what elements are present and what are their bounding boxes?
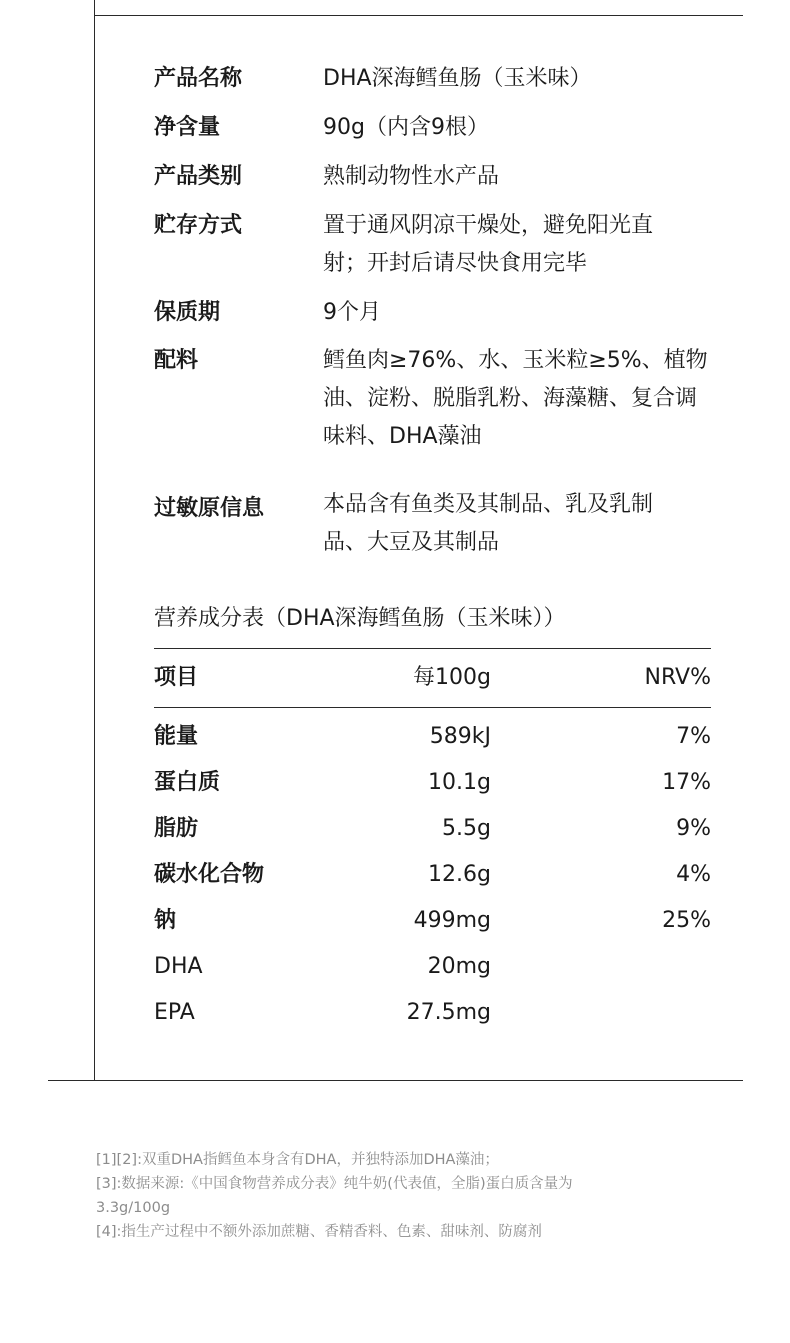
- nutrient-value: 27.5mg: [406, 1000, 491, 1025]
- spec-value: 鳕鱼肉≥76%、水、玉米粒≥5%、植物油、淀粉、脱脂乳粉、海藻糖、复合调味料、DHA藻油: [323, 348, 708, 449]
- nutrient-name: 碳水化合物: [154, 862, 265, 887]
- nutrient-name: 钠: [154, 908, 177, 933]
- nutrient-nrv: 25%: [662, 908, 711, 933]
- nutrient-nrv: 7%: [676, 724, 711, 749]
- spec-label: 过敏原信息: [154, 496, 265, 521]
- nutrient-value: 20mg: [427, 954, 491, 979]
- footnote: [4]:指生产过程中不额外添加蔗糖、香精香料、色素、甜味剂、防腐剂: [96, 1224, 542, 1240]
- header-per100g: 每100g: [413, 665, 491, 690]
- nutrient-name: EPA: [154, 1000, 195, 1025]
- footnotes: [96, 1148, 616, 1244]
- nutrient-name: DHA: [154, 954, 203, 979]
- nutrient-name: 蛋白质: [154, 770, 221, 795]
- spec-value: 熟制动物性水产品: [323, 164, 500, 189]
- nutrient-name: 脂肪: [154, 816, 199, 841]
- header-nrv: NRV%: [644, 665, 711, 690]
- nutrition-title: 营养成分表（DHA深海鳕鱼肠（玉米味））: [154, 606, 566, 631]
- spec-label: 贮存方式: [154, 213, 243, 238]
- nutrient-name: 能量: [154, 724, 199, 749]
- nutrient-value: 5.5g: [442, 816, 491, 841]
- spec-label: 保质期: [154, 300, 221, 325]
- spec-value: 9个月: [323, 300, 381, 325]
- nutrient-nrv: 17%: [662, 770, 711, 795]
- nutrition-header-row: [154, 648, 711, 708]
- footnote: [1][2]:双重DHA指鳕鱼本身含有DHA，并独特添加DHA藻油；: [96, 1152, 499, 1168]
- spec-value: DHA深海鳕鱼肠（玉米味）: [323, 66, 592, 91]
- spec-value: 本品含有鱼类及其制品、乳及乳制品、大豆及其制品: [323, 492, 654, 555]
- spec-label: 净含量: [154, 115, 221, 140]
- spec-label: 产品名称: [154, 66, 243, 91]
- nutrient-value: 589kJ: [429, 724, 491, 749]
- nutrient-nrv: 4%: [676, 862, 711, 887]
- left-border-line: [94, 0, 95, 1081]
- spec-value: 90g（内含9根）: [323, 115, 489, 140]
- spec-label: 配料: [154, 348, 199, 373]
- spec-label: 产品类别: [154, 164, 243, 189]
- spec-value: 置于通风阴凉干燥处，避免阳光直射；开封后请尽快食用完毕: [323, 213, 654, 276]
- header-item: 项目: [154, 665, 199, 690]
- nutrient-value: 10.1g: [428, 770, 491, 795]
- nutrient-value: 12.6g: [428, 862, 491, 887]
- nutrient-value: 499mg: [413, 908, 491, 933]
- nutrient-nrv: 9%: [676, 816, 711, 841]
- bottom-border-line: [48, 1080, 743, 1081]
- top-border-line: [94, 15, 743, 16]
- footnote: [3]:数据来源:《中国食物营养成分表》纯牛奶(代表值，全脂)蛋白质含量为3.3g/100g: [96, 1176, 573, 1216]
